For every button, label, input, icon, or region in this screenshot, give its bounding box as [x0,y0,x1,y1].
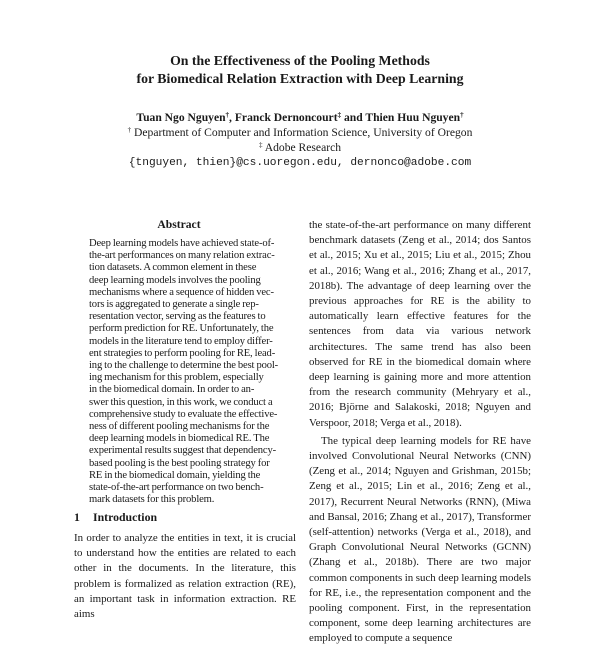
introduction-right-column [309,218,531,647]
section-heading-introduction [74,510,294,524]
abstract-line: deep learning models involves the pooling [89,274,261,286]
abstract-line: Deep learning models have achieved state-of- [89,238,275,249]
author-name: Thien Huu Nguyen [365,111,461,124]
affiliation-oregon [0,126,600,140]
introduction-paragraph-2: the state-of-the-art performance on many different benchmark datasets (Zeng et al., 2014; dos Santos et al., 2015; Xu et al., 2015; Liu et al., 2015; Zhou et al., 2016; Wang et al., 2016; Zhang et al., 2017, 2018b). The advantage of deep learning over the previous approaches for RE is the ability to automatically learn effective features for the sentences from data via various network architectures. The same trend has also been observed for RE in the biomedical domain where deep learning is gaining more and more attention from the research community (Mehryary et al., 2016; Björne and Salakoski, 2018; Nguyen and Verspoor, 2018; Verga et al., 2018). [309,219,531,429]
affiliation-text: Department of Computer and Information Science, University of Oregon [131,126,473,139]
abstract-line: mechanisms where a sequence of hidden vec- [89,286,274,298]
abstract-line: the-art performances on many relation extrac- [89,250,275,262]
author-affiliation-mark: † [460,111,464,119]
abstract-line: mark datasets for this problem. [89,494,215,506]
abstract-line: resentation vector, serving as the features to [89,311,266,323]
section-number: 1 [74,510,80,524]
abstract-heading: Abstract [157,218,201,231]
abstract-line: state-of-the-art performance on two bench- [89,482,264,494]
author-affiliation-mark: ‡ [337,111,342,119]
paper-title-line-1: On the Effectiveness of the Pooling Methods [170,53,430,68]
paper-title-line-2: for Biomedical Relation Extraction with Deep Learning [136,71,464,86]
author-name: Tuan Ngo Nguyen [136,111,226,124]
abstract-line: tion datasets. A common element in these [89,262,257,274]
abstract-line: perform prediction for RE. Unfortunately, the [89,323,274,335]
abstract-line: ing mechanism for this problem, especially [89,372,264,384]
abstract-line: based pooling is the best pooling strategy for [89,457,270,469]
abstract-line: ness of different pooling mechanisms for the [89,421,270,433]
abstract-line: in the biomedical domain. In order to an- [89,384,255,396]
author-separator: , [229,111,235,124]
abstract-line: ent strategies to perform pooling for RE, lead- [89,347,276,359]
section-title: Introduction [93,510,158,524]
author-name: Franck Dernoncourt [234,111,338,124]
abstract-line: tors is aggregated to generate a single rep- [89,299,259,311]
author-separator: and [341,111,366,124]
abstract-line: deep learning models in biomedical RE. The [89,433,270,445]
abstract-line: ing to the challenge to determine the best pool- [89,360,279,372]
abstract-line: swer this question, in this work, we conduct a [89,396,273,408]
abstract-line: RE in the biomedical domain, yielding the [89,469,261,481]
affiliation-adobe [0,141,600,155]
author-affiliation-mark: † [225,111,230,119]
introduction-paragraph-1: In order to analyze the entities in text, it is crucial to understand how the entities are related to each other in the documents. In the literature, this problem is formalized as relation extraction (RE), an important task in information extraction. RE aims [74,532,296,621]
abstract-line: models in the literature tend to employ differ- [89,335,273,347]
affiliation-text: Adobe Research [262,141,342,154]
introduction-paragraph-3: The typical deep learning models for RE have involved Convolutional Neural Networks (CNN) (Zeng et al., 2014; Nguyen and Grishman, 2015b; Zeng et al., 2015; Lin et al., 2016; Zeng et al., 2017), Recurrent Neural Networks (RNN), (Miwa and Bansal, 2016; Zhang et al., 2017), Transformer (self-attention) networks (Verga et al., 2018), and Graph Convolutional Neural Networks (GCNN) (Zhang et al., 2018b). There are two major common components in such deep learning models for RE, i.e., the representation component and the pooling component. First, in the representation component, some deep learning architectures are employed to compute a sequence [309,434,531,645]
abstract-line: experimental results suggest that dependency- [89,445,276,457]
affiliation-mark: ‡ [258,141,263,149]
author-emails: {tnguyen, thien}@cs.uoregon.edu, dernonco@adobe.com [128,157,472,169]
abstract-body [89,238,277,506]
introduction-left-column [74,531,296,622]
author-list [0,111,600,125]
affiliation-mark: † [127,126,132,134]
abstract-line: comprehensive study to evaluate the effective- [89,408,278,420]
